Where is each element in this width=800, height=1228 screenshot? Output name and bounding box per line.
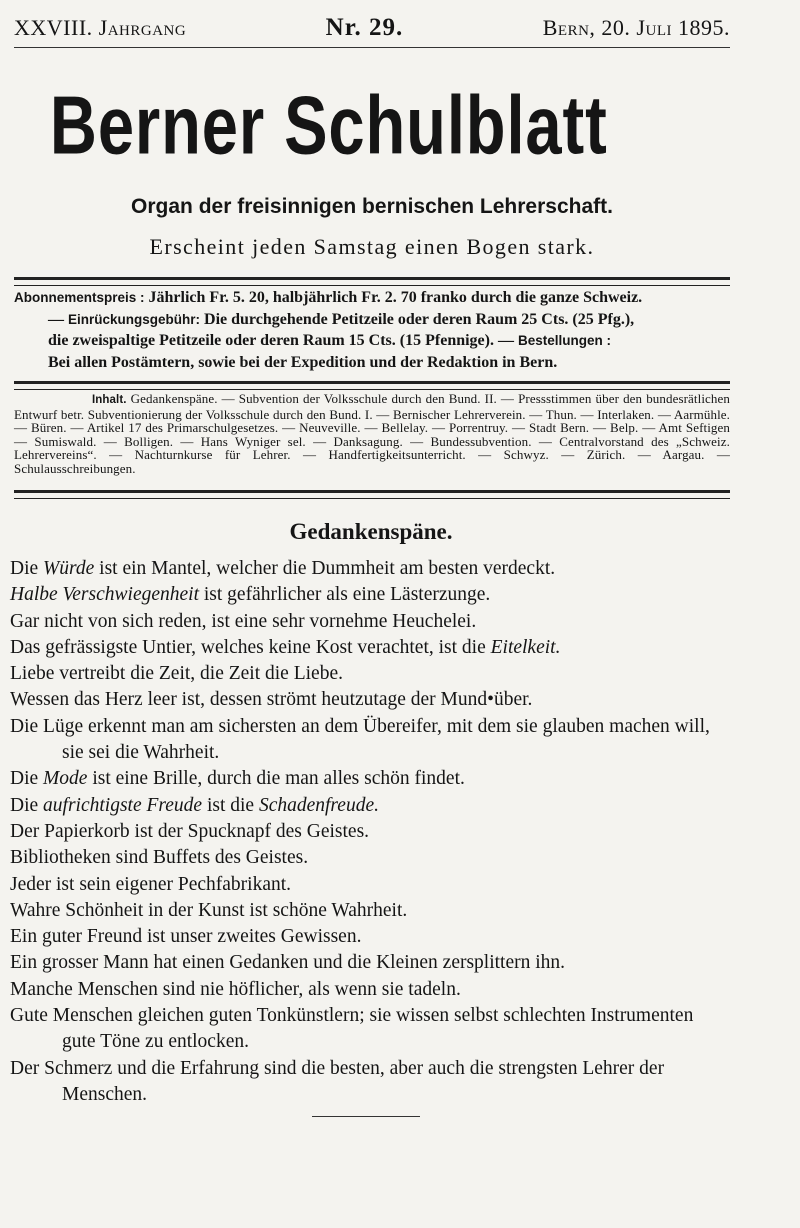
dash: — [48,310,64,328]
aphorism-list [10,556,730,1108]
emphasis-text: aufrichtigste Freude [43,794,203,816]
aphorism-text: Bibliotheken sind Buffets des Geistes. [10,847,309,869]
aphorism-text: Das gefrässigste Untier, welches keine Kost verachtet, ist die [10,636,491,658]
insertion-fee-text: Die durchgehende Petitzeile oder deren Raum 25 Cts. (25 Pfg.), [204,310,635,328]
aphorism-line [10,635,730,661]
emphasis-text: Mode [43,768,88,790]
aphorism-line [10,977,730,1003]
aphorism-line [10,582,730,608]
aphorism-line [10,872,730,898]
end-rule [312,1116,420,1117]
divider-rule [14,277,730,286]
aphorism-line [10,609,730,635]
insertion-fee-label: Einrückungsgebühr: [68,311,201,327]
header-rule [14,47,730,48]
emphasis-text: Halbe Verschwiegenheit [10,584,199,606]
table-of-contents [14,392,730,476]
aphorism-line [10,687,730,713]
aphorism-line [10,924,730,950]
aphorism-text: Jeder ist sein eigener Pechfabrikant. [10,873,292,895]
aphorism-text: Die [10,768,44,790]
aphorism-line [10,819,730,845]
issue-header [14,14,730,42]
aphorism-text: Wessen das Herz leer ist, dessen strömt heutzutage der Mund•über. [10,689,533,711]
aphorism-text: Die [10,794,44,816]
aphorism-text: Die Lüge erkennt man am sichersten an dem Übereifer, mit dem sie glauben machen will, sie sei die Wahrheit. [10,715,710,764]
aphorism-text: Gar nicht von sich reden, ist eine sehr vornehme Heuchelei. [10,610,477,632]
emphasis-text: Eitelkeit. [490,636,561,658]
aphorism-line [10,845,730,871]
orders-text: Bei allen Postämtern, sowie bei der Expedition und der Redaktion in Bern. [48,353,558,371]
issue-number: Nr. 29. [325,14,404,41]
aphorism-text: Ein guter Freund ist unser zweites Gewissen. [10,926,362,948]
volume-label: XXVIII. Jahrgang [14,15,187,40]
aphorism-line [10,1056,730,1109]
aphorism-line [10,793,730,819]
divider-rule [14,381,730,390]
contents-label: Inhalt. [92,394,127,406]
aphorism-text: ist ein Mantel, welcher die Dummheit am besten verdeckt. [94,558,556,579]
contents-text: Gedankenspäne. — Subvention der Volksschule durch den Bund. II. — Pressstimmen über den bundesrätlichen Entwurf betr. Subventionierung der Volksschule durch den Bund. I. — Bernischer Lehrerverein. — Thun. — Interlaken. — Aarmühle. — Büren. — Artikel 17 des Primarschulgesetzes. — Neuveville. — Bellelay. — Porrentruy. — Stadt Bern. — Belp. — Amt Seftigen — Sumiswald. — Bolligen. — Hans Wyniger sel. — Danksagung. — Bundessubvention. — Centralvorstand des „Schweiz. Lehrervereins“. — Nachturnkurse für Lehrer. — Handfertigkeitsunterricht. — Schwyz. — Zürich. — Aargau. — Schulausschreibungen. [14,391,730,476]
aphorism-text: ist die [202,794,259,816]
aphorism-text: Manche Menschen sind nie höflicher, als wenn sie tadeln. [10,978,461,1000]
aphorism-line [10,1003,730,1056]
orders-label: Bestellungen : [517,333,611,348]
aphorism-line [10,714,730,767]
masthead-subtitle: Organ der freisinnigen bernischen Lehrerschaft. [131,195,613,218]
aphorism-text: Die [10,558,44,579]
insertion-fee-text-2: die zweispaltige Petitzeile oder deren Raum 15 Cts. (15 Pfennige). — [48,332,514,349]
aphorism-text: Gute Menschen gleichen guten Tonkünstlern; sie wissen selbst schlechten Instrumenten gute Töne zu entlocken. [10,1005,694,1053]
aphorism-line [10,898,730,924]
aphorism-line [10,766,730,792]
aphorism-text: Der Papierkorb ist der Spucknapf des Geistes. [10,820,370,842]
aphorism-text: Ein grosser Mann hat einen Gedanken und die Kleinen zersplittern ihn. [10,952,566,974]
aphorism-text: Der Schmerz und die Erfahrung sind die besten, aber auch die strengsten Lehrer der Menschen. [10,1057,665,1105]
subscription-price-text: Jährlich Fr. 5. 20, halbjährlich Fr. 2. 70 franko durch die ganze Schweiz. [148,289,643,306]
aphorism-line [10,950,730,976]
publication-frequency: Erscheint jeden Samstag einen Bogen stark. [149,234,595,259]
place-date: Bern, 20. Juli 1895. [542,15,730,40]
masthead-title: Berner Schulblatt [49,78,608,172]
divider-rule [14,490,730,499]
aphorism-text: Liebe vertreibt die Zeit, die Zeit die Liebe. [10,663,343,685]
subscription-info [14,287,730,373]
subscription-price-label: Abonnementspreis : [14,290,145,305]
aphorism-line [10,556,730,582]
aphorism-text: ist gefährlicher als eine Lästerzunge. [199,584,491,606]
aphorism-text: Wahre Schönheit in der Kunst ist schöne Wahrheit. [10,899,408,921]
emphasis-text: Würde [43,558,95,579]
aphorism-line [10,661,730,687]
aphorism-text: ist eine Brille, durch die man alles schön findet. [87,768,465,790]
article-title: Gedankenspäne. [289,519,453,544]
emphasis-text: Schadenfreude. [258,794,379,816]
